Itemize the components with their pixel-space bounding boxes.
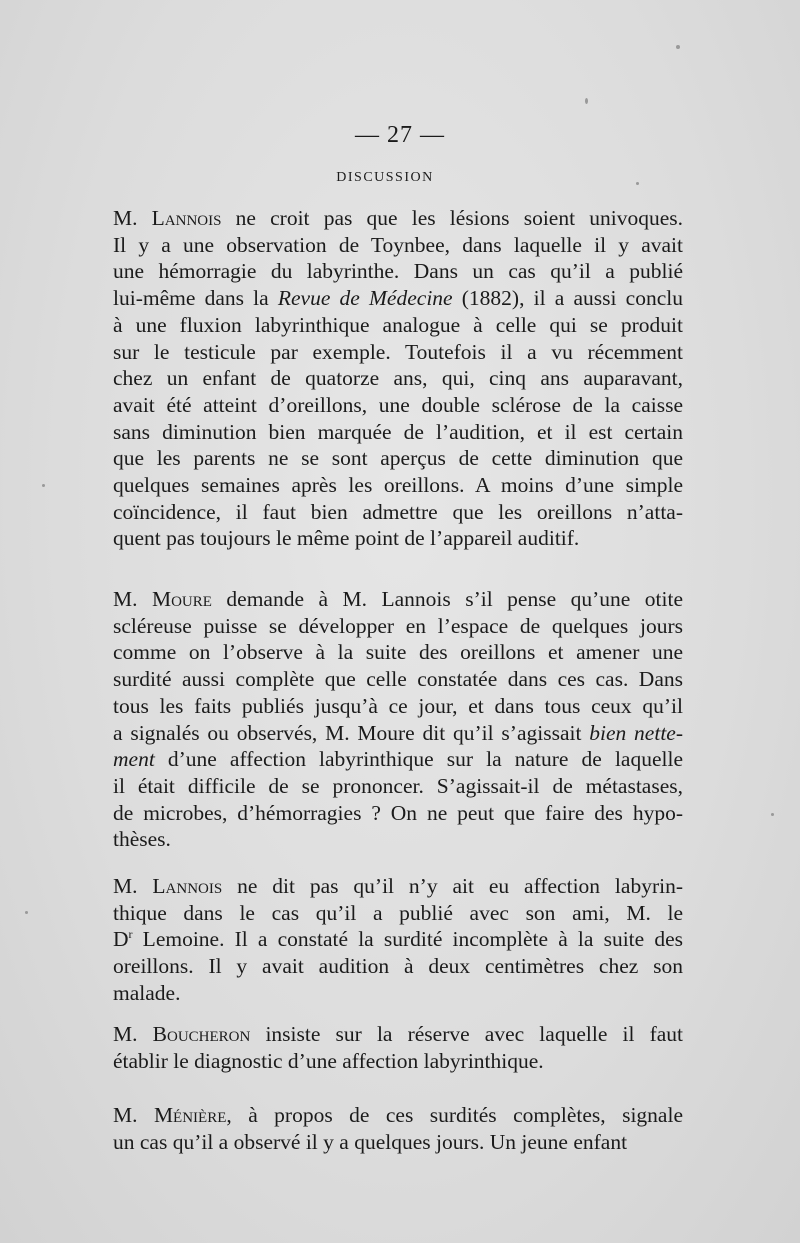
- text-line: [113, 1129, 683, 1156]
- italic-text: Revue de Médecine: [277, 286, 453, 311]
- text-run: d’une affection labyrinthique sur la nature de laquelle: [154, 747, 683, 772]
- speaker-name: Ménière: [153, 1103, 227, 1127]
- text-run: de microbes, d’hémorragies ? On ne peut que faire des hypo-: [113, 800, 683, 825]
- text-line: [113, 666, 683, 693]
- text-run: tous les faits publiés jusqu’à ce jour, et dans tous ceux qu’il: [113, 693, 683, 718]
- text-run: quent pas toujours le même point de l’appareil auditif.: [113, 526, 580, 551]
- text-run: lui-même dans la: [113, 286, 278, 311]
- text-line: [113, 312, 683, 339]
- paper-speck: [636, 182, 639, 185]
- text-run: à une fluxion labyrinthique analogue à celle qui se produit: [113, 312, 683, 337]
- text-line: [113, 613, 683, 640]
- text-line: [113, 1102, 683, 1129]
- italic-text: ment: [113, 747, 155, 772]
- text-run: un cas qu’il a observé il y a quelques jours. Un jeune enfant: [113, 1129, 628, 1154]
- text-run: malade.: [113, 980, 181, 1005]
- text-line: [113, 339, 683, 366]
- text-run: M.: [113, 206, 152, 230]
- text-run: , à propos de ces surdités complètes, signale: [226, 1103, 683, 1127]
- text-run: coïncidence, il faut bien admettre que les oreillons n’atta-: [113, 499, 683, 524]
- text-run: scléreuse puisse se développer en l’espace de quelques jours: [113, 613, 683, 638]
- text-run: une hémorragie du labyrinthe. Dans un cas qu’il a publié: [113, 259, 683, 284]
- text-run: M.: [113, 1022, 153, 1046]
- text-run: ne dit pas qu’il n’y ait eu affection labyrin-: [222, 874, 683, 898]
- text-run: insiste sur la réserve avec laquelle il faut: [250, 1022, 684, 1046]
- speaker-name: Moure: [151, 587, 212, 611]
- text-run: chez un enfant de quatorze ans, qui, cinq ans auparavant,: [113, 366, 683, 391]
- text-line: [113, 900, 683, 927]
- speaker-name: Lannois: [152, 874, 223, 898]
- paper-speck: [25, 911, 28, 914]
- text-run: quelques semaines après les oreillons. A moins d’une simple: [113, 473, 683, 498]
- text-run: établir le diagnostic d’une affection labyrinthique.: [113, 1048, 544, 1073]
- text-run: thèses.: [113, 827, 171, 852]
- paper-speck: [676, 45, 680, 49]
- text-run: avait été atteint d’oreillons, une double sclérose de la caisse: [113, 392, 683, 417]
- text-line: [113, 499, 683, 526]
- text-line: [113, 419, 683, 446]
- paper-speck: [771, 813, 774, 816]
- text-run: (1882), il a aussi conclu: [452, 286, 683, 311]
- paragraph-meniere: [113, 1102, 683, 1155]
- text-run: M.: [113, 587, 152, 611]
- paragraph-moure: [113, 586, 683, 853]
- text-run: sur le testicule par exemple. Toutefois il a vu récemment: [113, 339, 683, 364]
- text-run: sans diminution bien marquée de l’audition, et il est certain: [113, 419, 683, 444]
- text-line: [113, 639, 683, 666]
- text-run: oreillons. Il y avait audition à deux centimètres chez son: [113, 954, 683, 979]
- text-line: [113, 1021, 683, 1048]
- speaker-name: Boucheron: [152, 1022, 251, 1046]
- text-line: [113, 392, 683, 419]
- paragraph-lannois-1: [113, 205, 683, 552]
- text-line: [113, 926, 683, 953]
- text-line: [113, 205, 683, 232]
- text-line: [113, 746, 683, 773]
- superscript: r: [128, 927, 133, 942]
- text-run: Il y a une observation de Toynbee, dans laquelle il y avait: [113, 232, 683, 257]
- text-run: il était difficile de se prononcer. S’agissait-il de métastases,: [113, 773, 683, 798]
- text-line: [113, 232, 683, 259]
- section-heading: DISCUSSION: [336, 170, 434, 185]
- text-line: [113, 826, 683, 853]
- text-line: [113, 586, 683, 613]
- text-line: [113, 720, 683, 747]
- text-line: [113, 773, 683, 800]
- paper-speck: [585, 98, 588, 104]
- text-line: [113, 873, 683, 900]
- page-number: — 27 —: [355, 122, 445, 148]
- text-line: [113, 953, 683, 980]
- text-line: [113, 980, 683, 1007]
- paragraph-lannois-2: [113, 873, 683, 1007]
- paper-speck: [42, 484, 45, 487]
- text-run: surdité aussi complète que celle constatée dans ces cas. Dans: [113, 667, 683, 692]
- text-line: [113, 285, 683, 312]
- text-line: [113, 365, 683, 392]
- text-line: [113, 1048, 683, 1075]
- text-line: [113, 525, 683, 552]
- text-line: [113, 693, 683, 720]
- text-run: M.: [113, 1103, 154, 1127]
- text-run: a signalés ou observés, M. Moure dit qu’il s’agissait: [113, 720, 590, 745]
- text-line: [113, 472, 683, 499]
- text-run: M.: [113, 874, 153, 898]
- text-run: demande à M. Lannois s’il pense qu’une otite: [211, 587, 684, 611]
- speaker-name: Lannois: [151, 206, 222, 230]
- text-run: comme on l’observe à la suite des oreillons et amener une: [113, 640, 683, 665]
- text-run: thique dans le cas qu’il a publié avec son ami, M. le: [113, 900, 683, 925]
- text-line: [113, 800, 683, 827]
- text-run: ne croit pas que les lésions soient univoques.: [221, 206, 683, 230]
- text-run: Lemoine. Il a constaté la surdité incomplète à la suite des: [132, 927, 683, 952]
- text-line: [113, 445, 683, 472]
- text-run: que les parents ne se sont aperçus de cette diminution que: [113, 446, 683, 471]
- text-line: [113, 258, 683, 285]
- italic-text: bien nette-: [589, 720, 683, 745]
- paragraph-boucheron: [113, 1021, 683, 1074]
- text-run: D: [113, 927, 129, 952]
